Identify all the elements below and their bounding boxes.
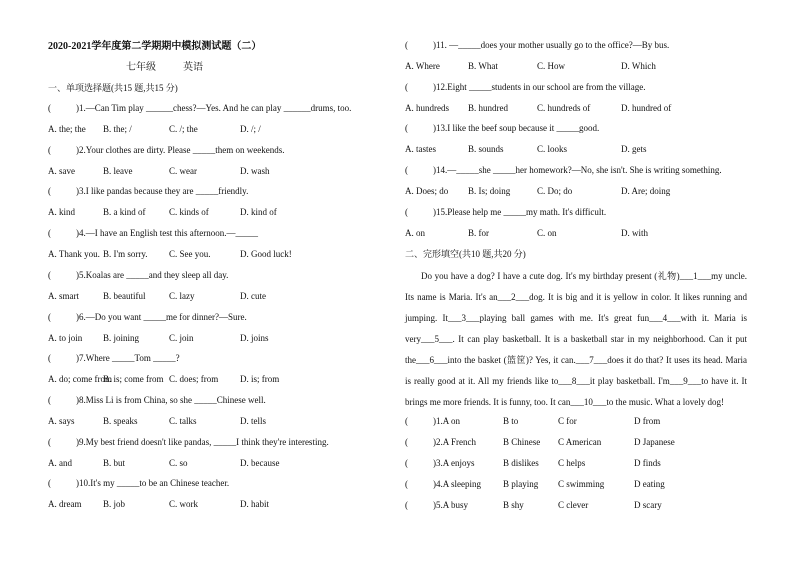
answer-option: C. work: [169, 499, 198, 510]
answer-option: A. tastes: [405, 144, 436, 155]
answer-option: A. and: [48, 457, 72, 468]
question-paren: (: [48, 436, 51, 447]
answer-option: D. Good luck!: [240, 249, 292, 260]
question-paren: (: [48, 186, 51, 197]
answer-option: C. See you.: [169, 249, 211, 260]
question-paren: (: [48, 228, 51, 239]
answer-option: B. but: [103, 457, 126, 468]
answer-option: B. sounds: [468, 144, 504, 155]
answer-option: C. Do; do: [537, 186, 573, 197]
question-paren: (: [405, 458, 408, 468]
answer-option: B Chinese: [503, 437, 541, 447]
question-paren: (: [405, 479, 408, 489]
answer-option: D. Which: [621, 61, 656, 71]
answer-option: D. because: [240, 457, 280, 468]
answer-option: C. wear: [169, 165, 197, 176]
answer-option: B. for: [468, 227, 489, 238]
answer-option: A. hundreds: [405, 102, 449, 113]
cloze-passage: Do you have a dog? I have a cute dog. It's my birthday present (礼物)___1___my uncle. Its name is Maria. It's an___2___dog. It is big and it is yellow in color. It likes running and jumping. It___3___playing ball games with me. It's great fun___4___with it. Maria is very___5___. It can play basketball. It is a basketball star in my neighborhood. Can it put the___6___into the basket (篮筐)? Yes, it can.___7___does it do that? It uses its head. Maria is really good at it. All my friends like to___8___it play basketball. I'm___9___to have it. It brings me more friends. It is funny, too. It can___10___to the music. What a lovely dog!: [405, 271, 747, 407]
answer-option: A. the; the: [48, 124, 86, 134]
answer-option: C. kinds of: [169, 207, 209, 218]
question-stem: )6.—Do you want _____me for dinner?—Sure.: [76, 311, 247, 322]
question-paren: (: [405, 500, 408, 510]
answer-option: D. /; /: [240, 124, 261, 134]
answer-option: C for: [558, 416, 577, 426]
answer-option: C. so: [169, 457, 188, 468]
answer-option: D. hundred of: [621, 102, 672, 113]
answer-option: B. What: [468, 61, 498, 71]
answer-option: D scary: [634, 500, 662, 510]
answer-option: D eating: [634, 479, 665, 489]
answer-option: B. beautiful: [103, 290, 146, 301]
question-stem: )7.Where _____Tom _____?: [76, 353, 180, 364]
answer-option: D. gets: [621, 144, 647, 155]
answer-option: B. is; come from: [103, 374, 164, 385]
question-stem: )5.Koalas are _____and they sleep all day.: [76, 269, 229, 280]
answer-option: B. job: [103, 499, 126, 510]
answer-option: D. cute: [240, 290, 266, 301]
answer-option: B to: [503, 416, 519, 426]
answer-option: B shy: [503, 500, 524, 510]
answer-option: D. is; from: [240, 374, 280, 385]
answer-option: D. kind of: [240, 207, 277, 218]
answer-option: D. tells: [240, 415, 266, 426]
exam-title: 2020-2021学年度第二学期期中模拟测试题（二）: [48, 41, 262, 52]
answer-option: A. do; come from: [48, 374, 112, 385]
cloze-question: )5.A busy: [433, 500, 469, 510]
answer-option: D. habit: [240, 499, 269, 510]
grade-label: 七年级: [126, 62, 156, 73]
subject-label: 英语: [183, 62, 203, 73]
answer-option: A. smart: [48, 290, 79, 301]
question-paren: (: [48, 311, 51, 322]
answer-option: C clever: [558, 500, 589, 510]
answer-option: D finds: [634, 458, 661, 468]
question-stem: )8.Miss Li is from China, so she _____Chinese well.: [76, 394, 266, 405]
answer-option: B. the; /: [103, 124, 132, 134]
answer-option: A. says: [48, 415, 75, 426]
question-paren: (: [48, 394, 51, 405]
answer-option: B playing: [503, 479, 539, 489]
answer-option: A. on: [405, 227, 425, 238]
question-stem: )2.Your clothes are dirty. Please _____them on weekends.: [76, 144, 285, 155]
section2-heading: 二、完形填空(共10 题,共20 分): [405, 249, 526, 259]
question-stem: )12.Eight _____students in our school are from the village.: [433, 81, 646, 92]
answer-option: D. Are; doing: [621, 186, 671, 197]
answer-option: B. a kind of: [103, 207, 146, 218]
cloze-question: )1.A on: [433, 416, 460, 426]
answer-option: D from: [634, 416, 661, 426]
question-paren: (: [405, 40, 408, 50]
question-paren: (: [405, 165, 408, 176]
answer-option: B. I'm sorry.: [103, 249, 148, 260]
question-stem: )15.Please help me _____my math. It's difficult.: [433, 206, 607, 217]
answer-option: D. joins: [240, 332, 269, 343]
question-paren: (: [405, 123, 408, 134]
question-stem: )9.My best friend doesn't like pandas, _____I think they're interesting.: [76, 436, 329, 447]
answer-option: A. Where: [405, 61, 440, 71]
question-paren: (: [48, 144, 51, 155]
question-stem: )13.I like the beef soup because it _____good.: [433, 123, 600, 134]
answer-option: C helps: [558, 458, 586, 468]
question-stem: )14.—_____she _____her homework?—No, she isn't. She is writing something.: [433, 165, 722, 176]
answer-option: C American: [558, 437, 602, 447]
answer-option: C. join: [169, 332, 194, 343]
question-paren: (: [48, 269, 51, 280]
answer-option: C. hundreds of: [537, 102, 591, 113]
answer-option: A. save: [48, 165, 75, 176]
question-paren: (: [405, 437, 408, 447]
answer-option: C. looks: [537, 144, 568, 155]
answer-option: B. speaks: [103, 415, 138, 426]
answer-option: C. How: [537, 61, 566, 71]
answer-option: C. /; the: [169, 124, 198, 134]
question-paren: (: [405, 206, 408, 217]
answer-option: B. joining: [103, 332, 140, 343]
answer-option: A. Thank you.: [48, 249, 100, 260]
answer-option: B. hundred: [468, 102, 508, 113]
question-stem: )11. —_____does your mother usually go to the office?—By bus.: [433, 40, 670, 50]
answer-option: C swimming: [558, 479, 605, 489]
question-paren: (: [405, 81, 408, 92]
answer-option: C. on: [537, 227, 557, 238]
answer-option: B dislikes: [503, 458, 539, 468]
answer-option: A. Does; do: [405, 186, 449, 197]
question-paren: (: [48, 478, 51, 489]
cloze-question: )4.A sleeping: [433, 479, 481, 489]
answer-option: A. kind: [48, 207, 75, 218]
answer-option: D Japanese: [634, 437, 675, 447]
question-stem: )4.—I have an English test this afternoon.—_____: [76, 228, 258, 239]
question-paren: (: [48, 103, 51, 113]
answer-option: D. with: [621, 227, 648, 238]
answer-option: C. lazy: [169, 290, 195, 301]
answer-option: A. to join: [48, 332, 83, 343]
question-paren: (: [405, 416, 408, 426]
answer-option: C. does; from: [169, 374, 219, 385]
answer-option: B. leave: [103, 165, 133, 176]
question-stem: )10.It's my _____to be an Chinese teacher.: [76, 478, 230, 489]
answer-option: A. dream: [48, 499, 82, 510]
answer-option: C. talks: [169, 415, 197, 426]
question-paren: (: [48, 353, 51, 364]
question-stem: )1.—Can Tim play ______chess?—Yes. And he can play ______drums, too.: [76, 103, 352, 113]
answer-option: D. wash: [240, 165, 270, 176]
cloze-question: )3.A enjoys: [433, 458, 475, 468]
question-stem: )3.I like pandas because they are _____friendly.: [76, 186, 249, 197]
section1-heading: 一、单项选择题(共15 题,共15 分): [48, 83, 178, 93]
cloze-question: )2.A French: [433, 437, 476, 447]
answer-option: B. Is; doing: [468, 186, 511, 197]
